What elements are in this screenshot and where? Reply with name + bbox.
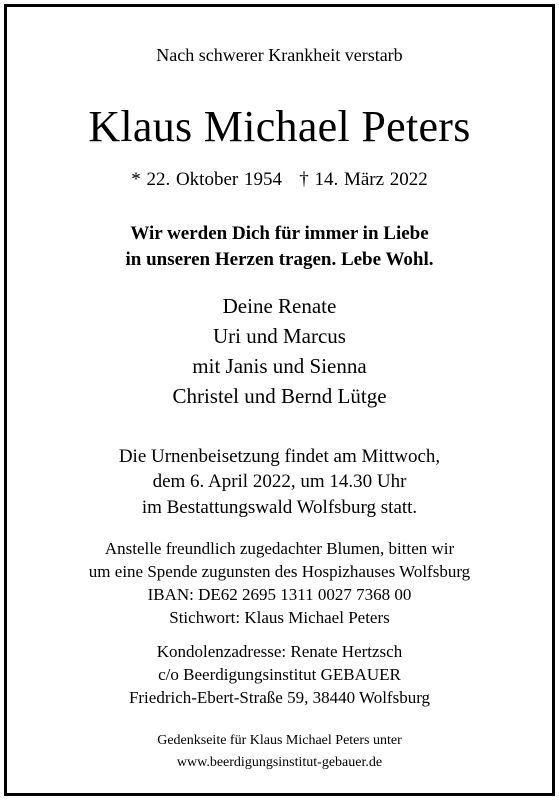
motto-line: in unseren Herzen tragen. Lebe Wohl. bbox=[125, 249, 434, 270]
condolence-line: Kondolenzadresse: Renate Hertzsch bbox=[156, 642, 403, 661]
motto-line: Wir werden Dich für immer in Liebe bbox=[130, 223, 429, 244]
family-member: Christel und Bernd Lütge bbox=[172, 384, 387, 408]
condolence-line: c/o Beerdigungsinstitut GEBAUER bbox=[158, 665, 401, 684]
ceremony-line: dem 6. April 2022, um 14.30 Uhr bbox=[152, 471, 407, 492]
donation-iban: IBAN: DE62 2695 1311 0027 7368 00 bbox=[147, 585, 412, 604]
memorial-url: www.beerdigungsinstitut-gebauer.de bbox=[176, 755, 383, 770]
ceremony-line: Die Urnenbeisetzung findet am Mittwoch, bbox=[118, 446, 441, 467]
intro-text: Nach schwerer Krankheit verstarb bbox=[156, 45, 403, 65]
family-member: mit Janis und Sienna bbox=[192, 354, 367, 378]
memorial-text: Gedenkseite für Klaus Michael Peters unter bbox=[157, 733, 402, 748]
ceremony-line: im Bestattungswald Wolfsburg statt. bbox=[141, 497, 418, 518]
family-member: Deine Renate bbox=[222, 294, 337, 318]
obituary-notice bbox=[7, 7, 552, 793]
donation-line: um eine Spende zugunsten des Hospizhauses Wolfsburg bbox=[88, 562, 471, 581]
family-member: Uri und Marcus bbox=[213, 324, 346, 348]
life-dates: * 22. Oktober 1954 † 14. März 2022 bbox=[131, 169, 428, 190]
donation-keyword: Stichwort: Klaus Michael Peters bbox=[169, 608, 390, 627]
condolence-line: Friedrich-Ebert-Straße 59, 38440 Wolfsburg bbox=[128, 688, 431, 707]
donation-line: Anstelle freundlich zugedachter Blumen, bitten wir bbox=[104, 539, 455, 558]
deceased-name: Klaus Michael Peters bbox=[88, 102, 471, 151]
